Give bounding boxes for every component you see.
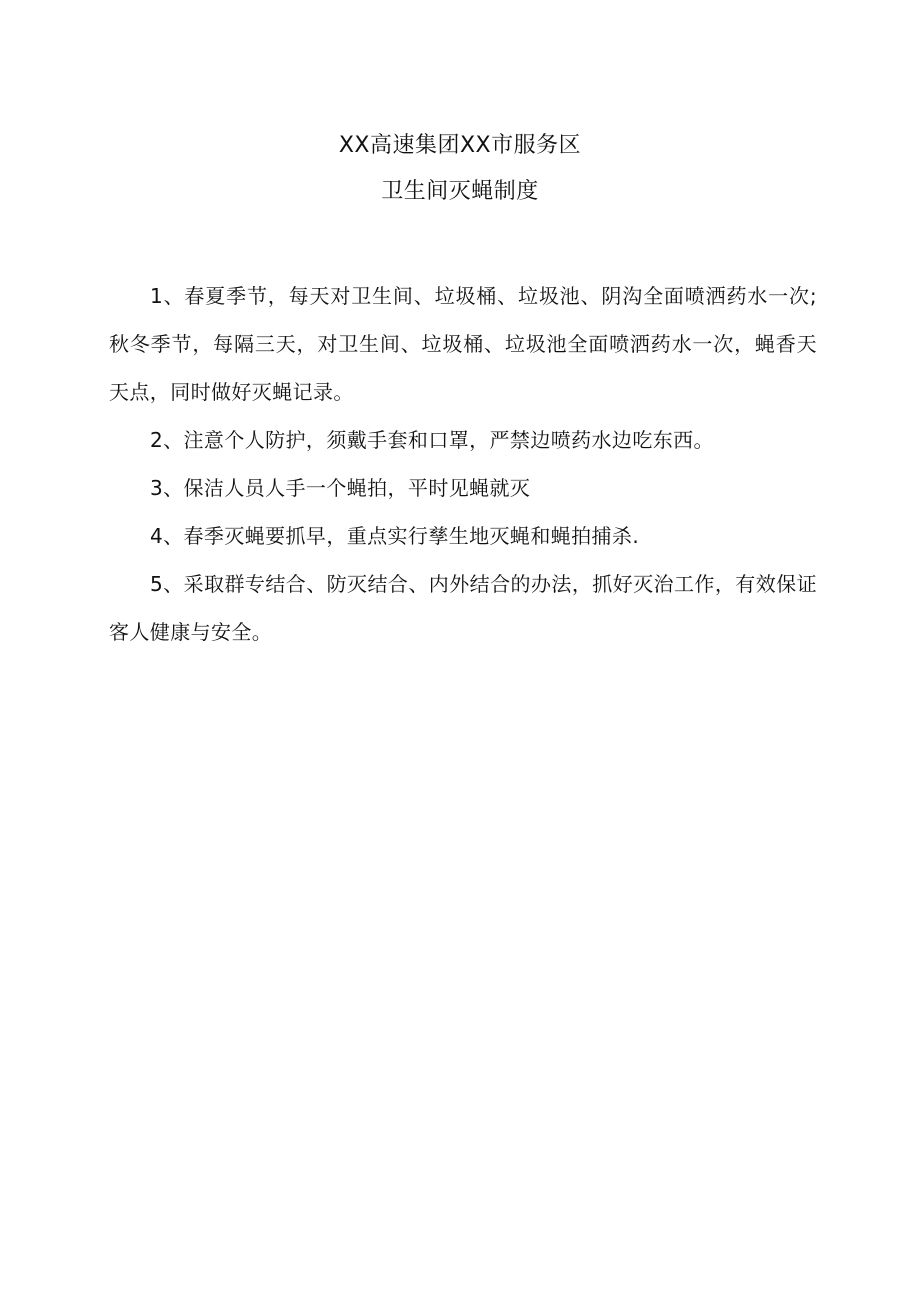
title-line-organization: XX高速集团XX市服务区 (338, 133, 582, 158)
document-body (109, 272, 817, 656)
paragraph-5: 5、采取群专结合、防灭结合、内外结合的办法，抓好灭治工作，有效保证客人健康与安全。 (109, 572, 817, 644)
paragraph-3: 3、保洁人员人手一个蝇拍，平时见蝇就灭 (150, 476, 531, 500)
paragraph-4: 4、春季灭蝇要抓早，重点实行孳生地灭蝇和蝇拍捕杀. (150, 524, 640, 548)
document-title (0, 128, 920, 210)
title-line-policy: 卫生间灭蝇制度 (381, 179, 539, 204)
paragraph-2: 2、注意个人防护，须戴手套和口罩，严禁边喷药水边吃东西。 (150, 428, 714, 452)
paragraph-1: 1、春夏季节，每天对卫生间、垃圾桶、垃圾池、阴沟全面喷洒药水一次;秋冬季节，每隔三天，对卫生间、垃圾桶、垃圾池全面喷洒药水一次，蝇香天天点，同时做好灭蝇记录。 (109, 284, 817, 404)
